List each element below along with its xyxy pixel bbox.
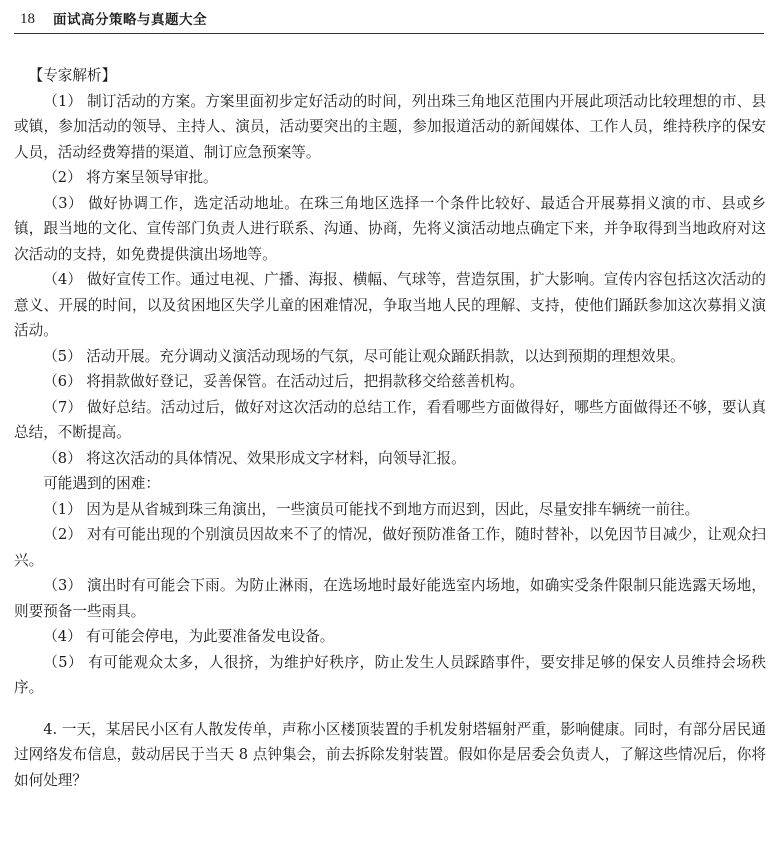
difficulty-item-1: （1） 因为是从省城到珠三角演出，一些演员可能找不到地方而迟到，因此，尽量安排车辆统一前往。 (43, 500, 700, 518)
page-body (14, 63, 766, 793)
analysis-step-7: （7） 做好总结。活动过后，做好对这次活动的总结工作，看看哪些方面做得好，哪些方面做得还不够，要认真总结，不断提高。 (14, 398, 766, 441)
analysis-step-4: （4） 做好宣传工作。通过电视、广播、海报、横幅、气球等，营造氛围，扩大影响。宣传内容包括这次活动的意义、开展的时间，以及贫困地区失学儿童的困难情况，争取当地人民的理解、支持，使他们踊跃参加这次募捐义演活动。 (14, 271, 766, 339)
page-header (14, 5, 764, 34)
analysis-step-3: （3） 做好协调工作，选定活动地址。在珠三角地区选择一个条件比较好、最适合开展募捐义演的市、县或乡镇，跟当地的文化、宣传部门负责人进行联系、沟通、协商，先将义演活动地点确定下来，并争取得到当地政府对这次活动的支持，如免费提供演出场地等。 (14, 194, 766, 263)
analysis-step-5: （5） 活动开展。充分调动义演活动现场的气氛，尽可能让观众踊跃捐款，以达到预期的理想效果。 (43, 347, 685, 365)
difficulty-item-4: （4） 有可能会停电，为此要准备发电设备。 (43, 628, 335, 645)
difficulty-item-5: （5） 有可能观众太多，人很挤，为维护好秩序，防止发生人员踩踏事件，要安排足够的保安人员维持会场秩序。 (14, 653, 766, 696)
difficulties-heading: 可能遇到的困难： (43, 475, 160, 492)
book-title: 面试高分策略与真题大全 (53, 12, 207, 28)
question-4: 4. 一天，某居民小区有人散发传单，声称小区楼顶装置的手机发射塔辐射严重，影响健康。同时，有部分居民通过网络发布信息，鼓动居民于当天 8 点钟集会，前去拆除发射装置。假如你是居委会负责人，了解这些情况后，你将如何处理？ (14, 720, 766, 789)
analysis-step-2: （2） 将方案呈领导审批。 (43, 169, 218, 186)
analysis-step-8: （8） 将这次活动的具体情况、效果形成文字材料，向领导汇报。 (43, 449, 466, 467)
difficulty-item-2: （2） 对有可能出现的个别演员因故来不了的情况，做好预防准备工作，随时替补，以免因节目减少，让观众扫兴。 (14, 526, 766, 569)
analysis-step-6: （6） 将捐款做好登记，妥善保管。在活动过后，把捐款移交给慈善机构。 (43, 373, 525, 390)
difficulty-item-3: （3） 演出时有可能会下雨。为防止淋雨，在选场地时最好能选室内场地，如确实受条件限制只能选露天场地，则要预备一些雨具。 (14, 577, 766, 620)
analysis-step-1: （1） 制订活动的方案。方案里面初步定好活动的时间，列出珠三角地区范围内开展此项活动比较理想的市、县或镇，参加活动的领导、主持人、演员，活动要突出的主题，参加报道活动的新闻媒体、工作人员，维持秩序的保安人员，活动经费筹措的渠道、制订应急预案等。 (14, 92, 766, 161)
expert-analysis-heading: 【专家解析】 (28, 67, 117, 84)
page-number: 18 (20, 11, 35, 27)
